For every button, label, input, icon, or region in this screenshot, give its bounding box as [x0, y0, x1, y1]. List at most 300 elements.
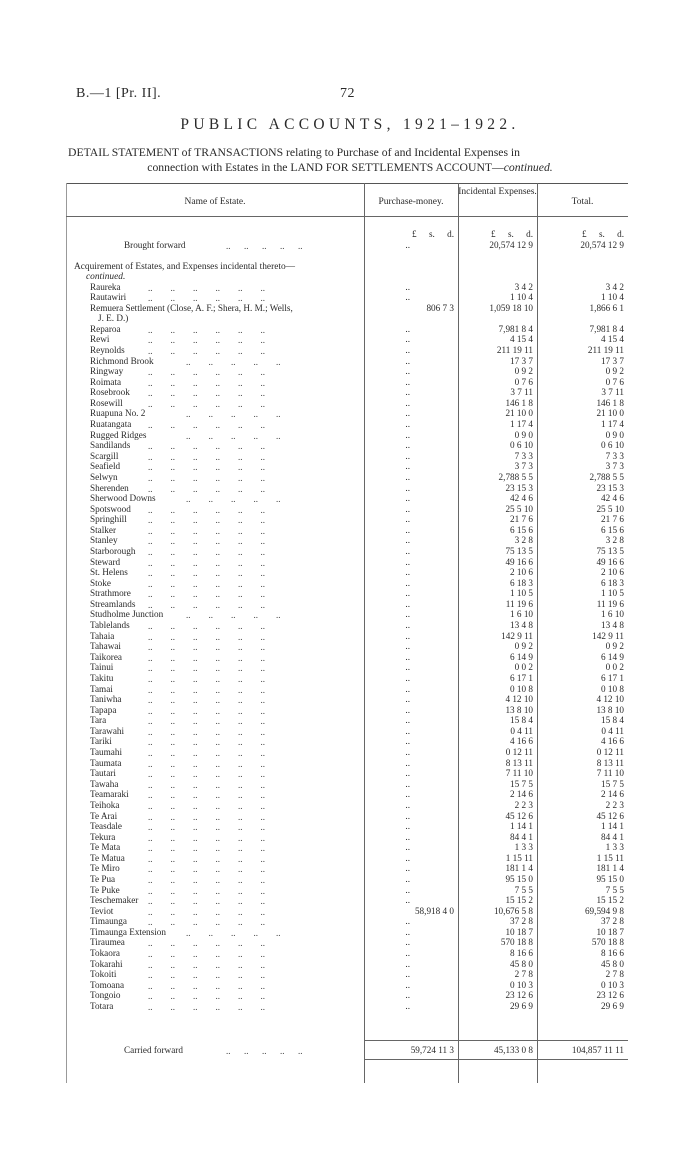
total-amount: 7 5 5 — [605, 884, 624, 895]
estate-name: Tapapa — [90, 704, 117, 715]
leader-dots: .. .. .. .. .. .. — [148, 832, 265, 843]
leader-dots: .. .. .. .. .. .. — [148, 843, 265, 854]
incidental-expenses: 1,059 18 10 — [489, 302, 533, 313]
purchase-money: .. — [405, 620, 410, 631]
carried-forward-incidental: 45,133 0 8 — [493, 1045, 533, 1055]
incidental-expenses: 23 12 6 — [505, 990, 533, 1001]
incidental-expenses: 45 8 0 — [510, 958, 533, 969]
total-amount: 11 19 6 — [596, 598, 624, 609]
total-amount: 45 12 6 — [596, 810, 624, 821]
estate-name-continued: J. E. D.) — [98, 313, 129, 324]
estate-name: Rosebrook — [90, 387, 130, 398]
incidental-expenses: 3 7 3 — [514, 461, 533, 472]
leader-dots: .. .. .. .. .. .. — [148, 398, 265, 409]
estate-name: Teasdale — [90, 821, 123, 832]
leader-dots: .. .. .. .. .. .. — [148, 293, 265, 304]
leader-dots: .. .. .. .. .. .. — [148, 536, 265, 547]
total-amount: 3 4 2 — [605, 281, 624, 292]
purchase-money: .. — [405, 662, 410, 673]
leader-dots: .. .. .. .. .. .. — [148, 451, 265, 462]
leader-dots: .. .. .. .. .. .. — [148, 631, 265, 642]
estate-name: Tiraumea — [90, 937, 125, 948]
estate-name: Seafield — [90, 461, 121, 472]
estate-name: Te Matua — [90, 852, 125, 863]
estate-name: Stanley — [90, 535, 118, 546]
incidental-expenses: 8 16 6 — [510, 948, 533, 959]
purchase-money: .. — [405, 281, 410, 292]
leader-dots: .. .. .. .. .. .. — [148, 642, 265, 653]
leader-dots: .. .. .. .. .. .. — [148, 896, 265, 907]
purchase-money: .. — [405, 810, 410, 821]
purchase-money: .. — [405, 736, 410, 747]
estate-name: Timaunga — [90, 916, 127, 927]
total-amount: 6 18 3 — [601, 577, 624, 588]
incidental-expenses: 7,981 8 4 — [498, 323, 533, 334]
incidental-expenses: 3 2 8 — [514, 535, 533, 546]
total-amount: 7 11 10 — [596, 768, 624, 779]
statement-heading-line1: DETAIL STATEMENT of TRANSACTIONS relating to Purchase of and Incidental Expenses in — [68, 146, 521, 159]
estate-name: Springhill — [90, 514, 127, 525]
estate-name: Reparoa — [90, 323, 121, 334]
incidental-expenses: 7 3 3 — [514, 450, 533, 461]
leader-dots: .. .. .. .. .. .. — [148, 462, 265, 473]
total-amount: 0 12 11 — [596, 747, 624, 758]
leader-dots: .. .. .. .. .. .. — [148, 938, 265, 949]
total-amount: 0 4 11 — [601, 725, 624, 736]
estate-name: Ruapuna No. 2 — [90, 408, 146, 419]
incidental-expenses: 7 5 5 — [514, 884, 533, 895]
leader-dots: .. .. .. .. .. .. — [148, 716, 265, 727]
purchase-money: .. — [405, 704, 410, 715]
incidental-expenses: 21 7 6 — [510, 514, 533, 525]
estate-name: Tawaha — [90, 778, 119, 789]
estate-name: Timaunga Extension — [90, 926, 166, 937]
purchase-money: .. — [405, 471, 410, 482]
purchase-money: .. — [405, 292, 410, 303]
leader-dots: .. .. .. .. .. .. — [148, 769, 265, 780]
total-amount: 0 9 0 — [605, 429, 624, 440]
leader-dots: .. .. .. .. .. .. — [148, 705, 265, 716]
incidental-expenses: 2 14 6 — [510, 789, 533, 800]
purchase-money: .. — [405, 408, 410, 419]
incidental-expenses: 0 0 2 — [514, 662, 533, 673]
leader-dots: .. .. .. .. .. .. — [148, 800, 265, 811]
units-column-1: £ s. d. — [491, 229, 533, 239]
leader-dots: .. .. .. .. .. .. — [148, 684, 265, 695]
purchase-money: .. — [405, 323, 410, 334]
total-amount: 6 17 1 — [601, 672, 624, 683]
total-amount: 49 16 6 — [596, 556, 624, 567]
statement-heading-line2-text: connection with Estates in the LAND FOR SETTLEMENTS ACCOUNT— — [147, 161, 504, 174]
leader-dots: .. .. .. .. .. .. — [148, 874, 265, 885]
purchase-money: .. — [405, 694, 410, 705]
estate-name: Totara — [90, 1000, 114, 1011]
purchase-money: .. — [405, 440, 410, 451]
estate-name: Sandilands — [90, 440, 131, 451]
incidental-expenses: 3 4 2 — [514, 281, 533, 292]
estate-name: St. Helens — [90, 567, 128, 578]
column-header-purchase: Purchase-money. — [378, 197, 444, 207]
incidental-expenses: 2 10 6 — [510, 567, 533, 578]
leader-dots: .. .. .. .. .. .. — [148, 525, 265, 536]
incidental-expenses: 1 3 3 — [514, 842, 533, 853]
estate-name: Tahaia — [90, 630, 115, 641]
purchase-money: .. — [405, 535, 410, 546]
estate-name: Steward — [90, 556, 121, 567]
incidental-expenses: 21 10 0 — [505, 408, 533, 419]
purchase-money: .. — [405, 884, 410, 895]
total-amount: 7,981 8 4 — [589, 323, 624, 334]
estate-name: Roimata — [90, 376, 122, 387]
leader-dots: .. .. .. .. .. .. — [148, 748, 265, 759]
leader-dots: .. .. .. .. .. .. — [148, 599, 265, 610]
brought-forward-incidental: 20,574 12 9 — [489, 240, 533, 250]
incidental-expenses: 3 7 11 — [510, 387, 533, 398]
incidental-expenses: 0 10 3 — [510, 979, 533, 990]
leader-dots: .. .. .. .. .. .. — [148, 959, 265, 970]
total-amount: 23 12 6 — [596, 990, 624, 1001]
purchase-money: .. — [405, 514, 410, 525]
incidental-expenses: 2 7 8 — [514, 969, 533, 980]
incidental-expenses: 4 12 10 — [505, 694, 533, 705]
incidental-expenses: 570 18 8 — [500, 937, 533, 948]
incidental-expenses: 2,788 5 5 — [498, 471, 533, 482]
estate-name: Taumata — [90, 757, 122, 768]
estate-name: Sherwood Downs — [90, 493, 156, 504]
purchase-money: .. — [405, 757, 410, 768]
leader-dots: .. .. .. .. .. .. — [148, 652, 265, 663]
leader-dots: .. .. .. .. .. .. — [148, 367, 265, 378]
leader-dots: .. .. .. .. .. .. — [148, 515, 265, 526]
total-amount: 29 6 9 — [601, 1000, 624, 1011]
estate-name: Teviot — [90, 905, 114, 916]
total-amount: 17 3 7 — [601, 355, 624, 366]
incidental-expenses: 75 13 5 — [505, 546, 533, 556]
statement-heading-line2 — [0, 161, 700, 174]
incidental-expenses: 0 9 0 — [514, 429, 533, 440]
page-title: PUBLIC ACCOUNTS, 1921–1922. — [180, 116, 520, 133]
incidental-expenses: 6 14 9 — [510, 651, 533, 662]
incidental-expenses: 10,676 5 8 — [493, 905, 533, 916]
estate-name: Tahawai — [90, 641, 121, 652]
purchase-money: .. — [405, 969, 410, 980]
units-column-0: £ s. d. — [412, 229, 454, 239]
leader-dots: .. .. .. .. .. .. — [148, 621, 265, 632]
estate-name: Stalker — [90, 524, 117, 535]
total-amount: 84 4 1 — [601, 831, 624, 842]
incidental-expenses: 23 15 3 — [505, 482, 533, 493]
purchase-money: .. — [405, 524, 410, 535]
estate-name: Te Arai — [90, 810, 118, 821]
total-amount: 1 10 5 — [601, 588, 624, 599]
estate-name: Rosewill — [90, 397, 123, 408]
purchase-money: .. — [405, 556, 410, 567]
total-amount: 2,788 5 5 — [589, 471, 624, 482]
estate-name: Teschemaker — [90, 895, 139, 906]
incidental-expenses: 142 9 11 — [501, 630, 533, 641]
rule-name-left — [66, 183, 67, 1083]
incidental-expenses: 0 4 11 — [510, 725, 533, 736]
incidental-expenses: 4 15 4 — [510, 334, 533, 345]
total-amount: 1 3 3 — [605, 842, 624, 853]
incidental-expenses: 0 10 8 — [510, 683, 533, 694]
incidental-expenses: 15 15 2 — [505, 895, 533, 906]
total-amount: 15 8 4 — [601, 715, 624, 726]
estate-name: Selwyn — [90, 471, 118, 482]
estate-name: Taikorea — [90, 651, 123, 662]
column-header-name: Name of Estate. — [184, 197, 246, 207]
leader-dots: .. .. .. .. .. .. — [148, 737, 265, 748]
leader-dots: .. .. .. .. .. .. — [148, 991, 265, 1002]
purchase-money: .. — [405, 895, 410, 906]
brought-forward-total: 20,574 12 9 — [580, 240, 624, 250]
incidental-expenses: 1 10 4 — [510, 292, 533, 303]
incidental-expenses: 29 6 9 — [510, 1000, 533, 1011]
brought-forward-purchase: .. — [405, 240, 410, 250]
leader-dots: .. .. .. .. .. .. — [148, 324, 265, 335]
purchase-money: .. — [405, 493, 410, 504]
total-amount: 1 15 11 — [596, 852, 624, 863]
purchase-money: .. — [405, 842, 410, 853]
incidental-expenses: 1 10 5 — [510, 588, 533, 599]
total-amount: 146 1 8 — [596, 397, 624, 408]
total-amount: 69,594 9 8 — [584, 905, 624, 916]
incidental-expenses: 1 14 1 — [510, 821, 533, 832]
purchase-money: .. — [405, 873, 410, 884]
total-amount: 42 4 6 — [601, 493, 624, 504]
estate-name: Strathmore — [90, 588, 131, 599]
leader-dots: .. .. .. .. .. .. — [148, 420, 265, 431]
rule-total-bottom — [364, 1059, 628, 1060]
total-amount: 2 2 3 — [605, 799, 624, 810]
column-header-total: Total. — [571, 197, 594, 207]
section-heading-continued: continued. — [86, 272, 126, 282]
purchase-money: .. — [405, 429, 410, 440]
estate-name: Te Pua — [90, 873, 116, 884]
incidental-expenses: 17 3 7 — [510, 355, 533, 366]
purchase-money: .. — [405, 376, 410, 387]
total-amount: 45 8 0 — [601, 958, 624, 969]
total-amount: 1 6 10 — [601, 609, 624, 620]
estate-name: Tongoio — [90, 990, 121, 1001]
purchase-money: .. — [405, 355, 410, 366]
incidental-expenses: 0 9 2 — [514, 641, 533, 652]
leader-dots: .. .. .. .. .. .. — [148, 504, 265, 515]
purchase-money: .. — [405, 778, 410, 789]
total-amount: 8 16 6 — [601, 948, 624, 959]
purchase-money: .. — [405, 651, 410, 662]
estate-name: Tokaora — [90, 948, 120, 959]
leader-dots: .. .. .. .. .. — [186, 494, 281, 505]
estate-name: Tablelands — [90, 620, 130, 631]
purchase-money: .. — [405, 450, 410, 461]
estate-name: Tekura — [90, 831, 116, 842]
estate-name: Sherenden — [90, 482, 129, 493]
incidental-expenses: 181 1 4 — [505, 863, 533, 874]
total-amount: 0 0 2 — [605, 662, 624, 673]
incidental-expenses: 0 7 6 — [514, 376, 533, 387]
purchase-money: .. — [405, 503, 410, 514]
carried-forward-purchase: 59,724 11 3 — [410, 1045, 454, 1055]
total-amount: 75 13 5 — [596, 546, 624, 556]
leader-dots: .. .. .. .. .. .. — [148, 726, 265, 737]
purchase-money: .. — [405, 979, 410, 990]
total-amount: 25 5 10 — [596, 503, 624, 514]
estate-name: Te Miro — [90, 863, 120, 874]
total-amount: 181 1 4 — [596, 863, 624, 874]
incidental-expenses: 7 11 10 — [505, 768, 533, 779]
estate-name: Rautawiri — [90, 292, 127, 303]
estate-name: Tokarahi — [90, 958, 123, 969]
estate-name: Tokoiti — [90, 969, 117, 980]
purchase-money: .. — [405, 715, 410, 726]
total-amount: 37 2 8 — [601, 916, 624, 927]
total-amount: 95 15 0 — [596, 873, 624, 884]
carried-forward-leader: .. .. .. .. .. — [226, 1046, 303, 1056]
purchase-money: .. — [405, 926, 410, 937]
purchase-money: .. — [405, 683, 410, 694]
total-amount: 8 13 11 — [596, 757, 624, 768]
incidental-expenses: 146 1 8 — [505, 397, 533, 408]
purchase-money: .. — [405, 577, 410, 588]
purchase-money: .. — [405, 588, 410, 599]
total-amount: 0 10 3 — [601, 979, 624, 990]
purchase-money: .. — [405, 387, 410, 398]
carried-forward-total: 104,857 11 11 — [571, 1045, 624, 1055]
brought-forward-label: Brought forward — [124, 240, 186, 250]
purchase-money: .. — [405, 461, 410, 472]
leader-dots: .. .. .. .. .. .. — [148, 335, 265, 346]
purchase-money: .. — [405, 821, 410, 832]
total-amount: 1,866 6 1 — [589, 302, 624, 313]
purchase-money: .. — [405, 831, 410, 842]
leader-dots: .. .. .. .. .. .. — [148, 663, 265, 674]
estate-name: Stoke — [90, 577, 111, 588]
total-amount: 1 10 4 — [601, 292, 624, 303]
leader-dots: .. .. .. .. .. — [186, 356, 281, 367]
estate-name: Teamaraki — [90, 789, 129, 800]
estate-name: Raureka — [90, 281, 121, 292]
purchase-money: .. — [405, 747, 410, 758]
purchase-money: .. — [405, 789, 410, 800]
purchase-money: .. — [405, 916, 410, 927]
total-amount: 570 18 8 — [591, 937, 624, 948]
leader-dots: .. .. .. .. .. .. — [148, 949, 265, 960]
purchase-money: .. — [405, 799, 410, 810]
leader-dots: .. .. .. .. .. .. — [148, 853, 265, 864]
total-amount: 21 10 0 — [596, 408, 624, 419]
estate-name: Ruatangata — [90, 419, 132, 430]
total-amount: 6 14 9 — [601, 651, 624, 662]
total-amount: 15 15 2 — [596, 895, 624, 906]
total-amount: 0 9 2 — [605, 366, 624, 377]
rule-header-bottom — [66, 216, 628, 217]
total-amount: 0 10 8 — [601, 683, 624, 694]
leader-dots: .. .. .. .. .. .. — [148, 695, 265, 706]
estate-name: Rugged Ridges — [90, 429, 147, 440]
purchase-money: .. — [405, 482, 410, 493]
column-header-incidental: Incidental Expenses. — [458, 187, 537, 197]
total-amount: 211 19 11 — [587, 344, 624, 355]
leader-dots: .. .. .. .. .. .. — [148, 1001, 265, 1012]
total-amount: 10 18 7 — [596, 926, 624, 937]
incidental-expenses: 45 12 6 — [505, 810, 533, 821]
leader-dots: .. .. .. .. .. .. — [148, 864, 265, 875]
estate-name: Remuera Settlement (Close, A. F.; Shera, H. M.; Wells, — [90, 302, 293, 313]
leader-dots: .. .. .. .. .. .. — [148, 970, 265, 981]
total-amount: 2 14 6 — [601, 789, 624, 800]
incidental-expenses: 211 19 11 — [496, 344, 533, 355]
purchase-money: .. — [405, 366, 410, 377]
leader-dots: .. .. .. .. .. .. — [148, 578, 265, 589]
estate-name: Te Puke — [90, 884, 120, 895]
total-amount: 1 17 4 — [601, 419, 624, 430]
incidental-expenses: 0 9 2 — [514, 366, 533, 377]
leader-dots: .. .. .. .. .. .. — [148, 441, 265, 452]
estate-name: Takitu — [90, 672, 114, 683]
estate-name: Tautari — [90, 768, 116, 779]
purchase-money: .. — [405, 958, 410, 969]
total-amount: 7 3 3 — [605, 450, 624, 461]
leader-dots: .. .. .. .. .. .. — [148, 779, 265, 790]
incidental-expenses: 15 7 5 — [510, 778, 533, 789]
purchase-money: .. — [405, 630, 410, 641]
leader-dots: .. .. .. .. .. .. — [148, 547, 265, 557]
purchase-money: .. — [405, 672, 410, 683]
leader-dots: .. .. .. .. .. .. — [148, 483, 265, 494]
rule-total-top — [364, 1040, 628, 1041]
units-column-2: £ s. d. — [582, 229, 624, 239]
leader-dots: .. .. .. .. .. — [186, 409, 281, 420]
leader-dots: .. .. .. .. .. .. — [148, 917, 265, 928]
incidental-expenses: 49 16 6 — [505, 556, 533, 567]
leader-dots: .. .. .. .. .. — [186, 927, 281, 938]
purchase-money: .. — [405, 598, 410, 609]
purchase-money: .. — [405, 397, 410, 408]
estate-name: Tomoana — [90, 979, 125, 990]
incidental-expenses: 1 6 10 — [510, 609, 533, 620]
total-amount: 0 9 2 — [605, 641, 624, 652]
total-amount: 15 7 5 — [601, 778, 624, 789]
brought-forward-leader: .. .. .. .. .. — [226, 241, 303, 251]
leader-dots: .. .. .. .. .. .. — [148, 557, 265, 568]
total-amount: 3 2 8 — [605, 535, 624, 546]
estate-name: Taumahi — [90, 747, 123, 758]
leader-dots: .. .. .. .. .. .. — [148, 758, 265, 769]
purchase-money: .. — [405, 641, 410, 652]
purchase-money: .. — [405, 725, 410, 736]
leader-dots: .. .. .. .. .. .. — [148, 377, 265, 388]
total-amount: 3 7 11 — [601, 387, 624, 398]
total-amount: 3 7 3 — [605, 461, 624, 472]
incidental-expenses: 6 18 3 — [510, 577, 533, 588]
purchase-money: .. — [405, 990, 410, 1001]
incidental-expenses: 1 15 11 — [505, 852, 533, 863]
purchase-money: .. — [405, 567, 410, 578]
total-amount: 13 4 8 — [601, 620, 624, 631]
incidental-expenses: 1 17 4 — [510, 419, 533, 430]
estate-name: Tara — [90, 715, 107, 726]
estate-name: Tamai — [90, 683, 113, 694]
incidental-expenses: 4 16 6 — [510, 736, 533, 747]
estate-name: Te Mata — [90, 842, 121, 853]
estate-name: Tariki — [90, 736, 112, 747]
purchase-money: .. — [405, 419, 410, 430]
estate-name: Spotswood — [90, 503, 131, 514]
estate-name: Teihoka — [90, 799, 120, 810]
total-amount: 0 7 6 — [605, 376, 624, 387]
incidental-expenses: 10 18 7 — [505, 926, 533, 937]
